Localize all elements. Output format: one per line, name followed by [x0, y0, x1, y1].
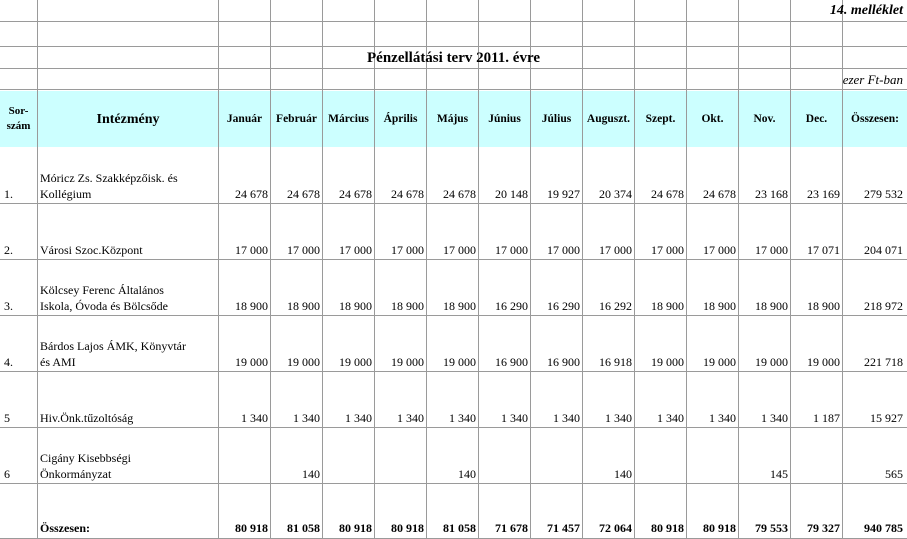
month-value: 17 000 [651, 243, 684, 257]
institution-name-line1: Móricz Zs. Szakképzőisk. és [40, 171, 178, 185]
month-value [218, 467, 270, 482]
totals-month-value: 81 058 [287, 521, 320, 535]
institution-name-line1: Kölcsey Ferenc Általános [40, 283, 164, 297]
row-number: 5 [4, 411, 10, 425]
grid-row [0, 22, 907, 47]
month-value: 19 000 [443, 355, 476, 369]
month-value: 23 168 [755, 187, 788, 201]
month-value: 19 000 [391, 355, 424, 369]
month-value: 1 340 [501, 411, 528, 425]
header-month: Április [375, 91, 426, 147]
month-value: 17 000 [755, 243, 788, 257]
row-total: 218 972 [864, 299, 903, 313]
month-value: 16 900 [495, 355, 528, 369]
row-number: 6 [4, 467, 10, 481]
month-value: 1 340 [397, 411, 424, 425]
header-month: Március [323, 91, 374, 147]
month-value: 140 [302, 467, 320, 481]
month-value: 24 678 [287, 187, 320, 201]
month-value: 19 000 [703, 355, 736, 369]
row-total: 279 532 [864, 187, 903, 201]
month-value: 16 290 [495, 299, 528, 313]
month-value [374, 467, 426, 482]
month-value: 19 000 [755, 355, 788, 369]
row-number: 3. [4, 299, 13, 313]
totals-month-value: 71 678 [495, 521, 528, 535]
month-value: 18 900 [651, 299, 684, 313]
institution-name-line1: Bárdos Lajos ÁMK, Könyvtár [40, 339, 186, 353]
month-value: 24 678 [339, 187, 372, 201]
month-value: 18 900 [287, 299, 320, 313]
month-value: 24 678 [235, 187, 268, 201]
page-title: Pénzellátási terv 2011. évre [367, 50, 540, 66]
month-value: 19 000 [807, 355, 840, 369]
totals-month-value: 81 058 [443, 521, 476, 535]
month-value: 1 340 [657, 411, 684, 425]
header-month: Február [271, 91, 322, 147]
totals-month-value: 71 457 [547, 521, 580, 535]
totals-month-value: 80 918 [651, 521, 684, 535]
header-sorszam [0, 91, 37, 147]
month-value: 19 000 [651, 355, 684, 369]
institution-name-line2: Önkormányzat [40, 467, 112, 481]
month-value: 19 927 [547, 187, 580, 201]
month-value [686, 467, 738, 482]
month-value: 18 900 [703, 299, 736, 313]
month-value: 145 [770, 467, 788, 481]
header-month: Okt. [687, 91, 738, 147]
month-value: 140 [458, 467, 476, 481]
month-value [530, 467, 582, 482]
month-value: 16 292 [599, 299, 632, 313]
month-value: 18 900 [339, 299, 372, 313]
month-value: 16 290 [547, 299, 580, 313]
month-value: 17 000 [235, 243, 268, 257]
row-total: 221 718 [864, 355, 903, 369]
month-value [478, 467, 530, 482]
month-value [634, 467, 686, 482]
totals-month-value: 72 064 [599, 521, 632, 535]
header-sorszam-line2: szám [6, 120, 31, 132]
month-value: 17 000 [287, 243, 320, 257]
institution-name-line2: és AMI [40, 355, 76, 369]
header-total: Összesen: [843, 91, 907, 147]
month-value: 17 000 [547, 243, 580, 257]
month-value: 20 374 [599, 187, 632, 201]
month-value: 1 340 [241, 411, 268, 425]
header-month: Dec. [791, 91, 842, 147]
institution-name-line2: Városi Szoc.Központ [40, 243, 143, 257]
totals-month-value: 80 918 [703, 521, 736, 535]
totals-grand-total: 940 785 [864, 521, 903, 535]
month-value: 19 000 [339, 355, 372, 369]
month-value: 17 000 [339, 243, 372, 257]
month-value: 18 900 [235, 299, 268, 313]
institution-name-line1: Cigány Kisebbségi [40, 451, 131, 465]
row-total: 565 [885, 467, 903, 481]
month-value: 24 678 [391, 187, 424, 201]
totals-month-value: 80 918 [339, 521, 372, 535]
totals-month-value: 80 918 [235, 521, 268, 535]
month-value: 1 340 [293, 411, 320, 425]
totals-label: Összesen: [40, 521, 90, 535]
annex-label: 14. melléklet [829, 3, 903, 18]
month-value: 18 900 [391, 299, 424, 313]
month-value: 18 900 [755, 299, 788, 313]
month-value: 17 000 [495, 243, 528, 257]
month-value: 19 000 [287, 355, 320, 369]
grid-row [0, 0, 907, 22]
row-number: 4. [4, 355, 13, 369]
header-month: Január [219, 91, 270, 147]
header-intezmeny: Intézmény [38, 91, 218, 147]
month-value: 1 340 [345, 411, 372, 425]
header-month: Május [427, 91, 478, 147]
totals-month-value: 79 553 [755, 521, 788, 535]
institution-name-line2: Kollégium [40, 187, 92, 201]
header-sorszam-line1: Sor- [8, 105, 29, 117]
row-total: 204 071 [864, 243, 903, 257]
month-value: 19 000 [235, 355, 268, 369]
month-value: 1 340 [449, 411, 476, 425]
totals-month-value: 80 918 [391, 521, 424, 535]
institution-name-line2: Hiv.Önk.tűzoltóság [40, 411, 134, 425]
month-value: 1 340 [553, 411, 580, 425]
header-month: Nov. [739, 91, 790, 147]
month-value [322, 467, 374, 482]
month-value [790, 467, 842, 482]
header-month: Július [531, 91, 582, 147]
month-value: 17 000 [703, 243, 736, 257]
month-value: 16 900 [547, 355, 580, 369]
month-value: 23 169 [807, 187, 840, 201]
row-number: 2. [4, 243, 13, 257]
header-month: Auguszt. [583, 91, 634, 147]
month-value: 20 148 [495, 187, 528, 201]
month-value: 17 000 [599, 243, 632, 257]
institution-name-line2: Iskola, Óvoda és Bölcsőde [40, 299, 168, 313]
month-value: 1 340 [761, 411, 788, 425]
month-value: 1 340 [709, 411, 736, 425]
month-value: 18 900 [443, 299, 476, 313]
month-value: 140 [614, 467, 632, 481]
month-value: 24 678 [703, 187, 736, 201]
totals-month-value: 79 327 [807, 521, 840, 535]
month-value: 18 900 [807, 299, 840, 313]
unit-label: ezer Ft-ban [842, 72, 903, 87]
header-month: Június [479, 91, 530, 147]
month-value: 16 918 [599, 355, 632, 369]
month-value: 17 071 [807, 243, 840, 257]
month-value: 24 678 [443, 187, 476, 201]
month-value: 1 187 [813, 411, 840, 425]
header-month: Szept. [635, 91, 686, 147]
row-total: 15 927 [870, 411, 903, 425]
month-value: 17 000 [391, 243, 424, 257]
month-value: 24 678 [651, 187, 684, 201]
month-value: 17 000 [443, 243, 476, 257]
month-value: 1 340 [605, 411, 632, 425]
grid-row [0, 69, 907, 90]
row-number: 1. [4, 187, 13, 201]
